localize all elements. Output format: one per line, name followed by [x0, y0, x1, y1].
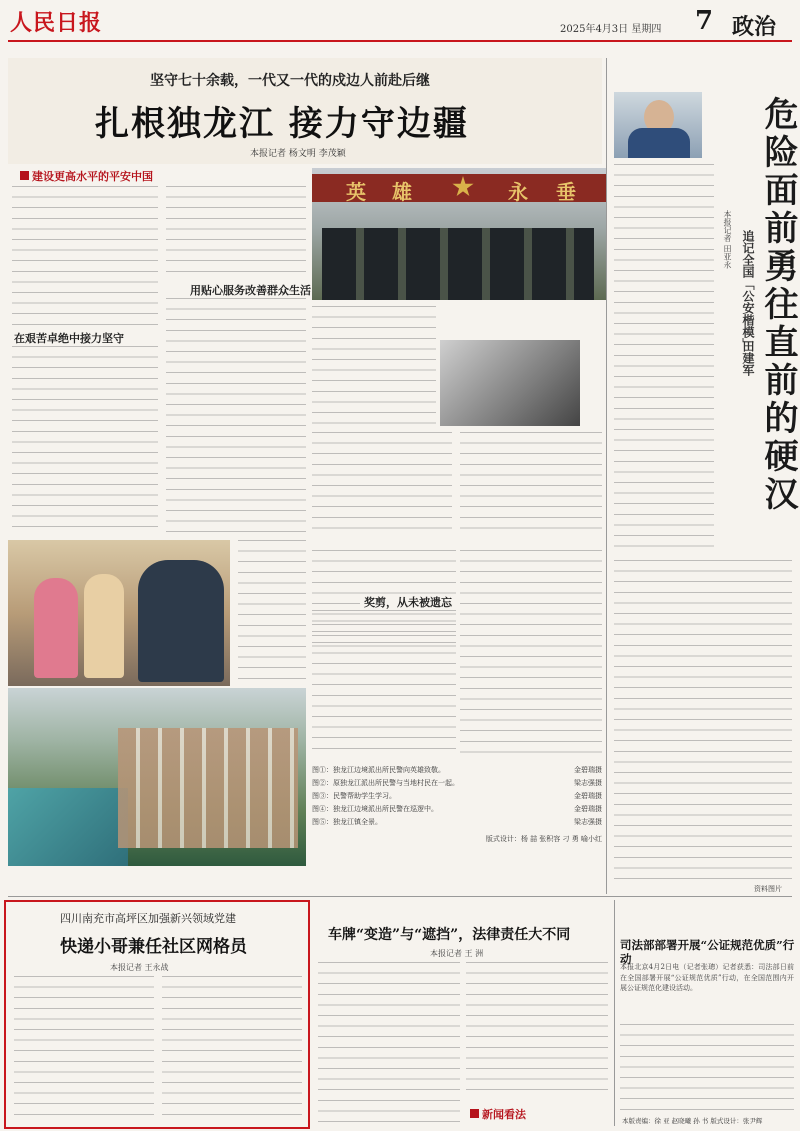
bottom-left-column-2: [162, 976, 302, 1122]
bottom-left-byline: 本报记者 王永战: [110, 963, 169, 972]
bottom-right-title: 司法部部署开展“公证规范优质”行动: [620, 938, 795, 966]
memorial-char-2: 雄: [392, 180, 412, 204]
layout-credit: 版式设计：杨 喆 张积容 刁 勇 喻小红: [485, 835, 602, 843]
bottom-right-lead: 本报北京4月2日电（记者张璁）记者获悉：司法部日前在全国部署开展“公证规范优质”行动，在全国范围内开展公证规范化建设活动。: [620, 963, 794, 993]
news-view-label: [470, 1106, 526, 1122]
lead-column-2b: [166, 298, 306, 534]
memorial-photo: [312, 168, 606, 300]
portrait-uniform: [628, 128, 690, 158]
portrait-photo: [614, 92, 702, 158]
caption-2-text: 图②：原独龙江派出所民警与当地村民在一起。: [312, 779, 459, 787]
feature-credit: 资料图片: [754, 885, 782, 893]
feature-column-2: [614, 560, 792, 882]
feature-byline: 本报记者 田亚永: [723, 210, 732, 269]
lead-column-2c: [238, 540, 306, 686]
child-figure: [34, 578, 78, 678]
memorial-char-1: 英: [346, 180, 366, 204]
lead-column-4a: [460, 432, 602, 538]
page-footer: 本版责编：徐 亚 赵晓曦 孙 书 版式设计：张尹辉: [622, 1117, 763, 1125]
caption-1: [312, 764, 602, 777]
officer-figure: [138, 560, 224, 682]
column-divider-2: [614, 900, 615, 1126]
date-line: 2025年4月3日 星期四: [560, 24, 662, 35]
caption-5-credit: 梁志强摄: [574, 818, 602, 826]
child-figure-2: [84, 574, 124, 678]
historic-photo: [440, 340, 580, 426]
lead-headline: 扎根独龙江 接力守边疆: [95, 104, 469, 144]
caption-4: [312, 803, 602, 816]
lead-heading-4: 奖剪，从未被遗忘: [360, 594, 456, 610]
lead-column-3d: [312, 610, 456, 756]
masthead-rule: [8, 40, 792, 42]
page-number: 7: [695, 6, 714, 36]
newspaper-logo: 人民日报: [10, 10, 103, 36]
news-view-label-text: 新闻看法: [482, 1108, 526, 1121]
bottom-mid-byline: 本报记者 王 洲: [430, 949, 484, 958]
feature-title: 危险面前勇往直前的硬汉: [758, 96, 798, 514]
bottom-right-column: [620, 1024, 794, 1112]
feature-name: 田建军: [741, 340, 755, 376]
column-divider: [606, 58, 607, 894]
caption-3-text: 图③：民警帮助学生学习。: [312, 792, 396, 800]
town-aerial-photo: [8, 688, 306, 866]
lead-column-3b: [312, 432, 452, 538]
memorial-char-4: 垂: [556, 180, 576, 204]
lead-column-1b: [12, 346, 158, 534]
red-square-icon-2: [470, 1109, 479, 1118]
lead-column-3a: [312, 306, 436, 424]
lead-heading-3: 用贴心服务改善群众生活: [190, 284, 311, 297]
lead-column-4b: [460, 550, 602, 756]
lead-subhead-1: [20, 168, 153, 184]
feature-series: 追记全国「公安楷模」: [741, 230, 755, 350]
caption-5: [312, 816, 602, 829]
river: [8, 788, 128, 866]
caption-4-text: 图④：独龙江边境派出所民警在巡逻中。: [312, 805, 438, 813]
feature-column-1: [614, 164, 714, 556]
masthead: [0, 0, 800, 42]
memorial-char-3: 永: [508, 180, 528, 204]
town-buildings: [118, 728, 298, 848]
caption-3: [312, 790, 602, 803]
bottom-mid-column-1: [318, 962, 460, 1122]
bottom-left-title: 快递小哥兼任社区网格员: [60, 937, 247, 957]
red-square-icon: [20, 171, 29, 180]
caption-5-text: 图⑤：独龙江镇全景。: [312, 818, 382, 826]
bottom-left-kicker: 四川南充市高坪区加强新兴领域党建: [60, 912, 236, 925]
caption-1-text: 图①：独龙江边境派出所民警向英雄致敬。: [312, 766, 445, 774]
lead-heading-2: 在艰苦卓绝中接力坚守: [14, 332, 124, 345]
caption-4-credit: 金碧瑞摄: [574, 805, 602, 813]
lead-column-2a: [166, 186, 306, 276]
caption-3-credit: 金碧瑞摄: [574, 792, 602, 800]
section-name: 政治: [732, 14, 777, 40]
lead-column-1a: [12, 186, 158, 326]
lead-kicker: 坚守七十余载，一代又一代的戍边人前赴后继: [150, 73, 430, 89]
lead-byline: 本报记者 杨文明 李茂颖: [250, 149, 346, 159]
police-officers: [322, 228, 594, 300]
bottom-left-column-1: [14, 976, 154, 1122]
caption-2-credit: 梁志强摄: [574, 779, 602, 787]
photo-captions: [312, 764, 602, 846]
lead-subhead-1-text: 建设更高水平的平安中国: [32, 170, 153, 183]
bottom-mid-column-2: [466, 962, 608, 1100]
section-rule: [8, 896, 792, 897]
bottom-mid-title: 车牌“变造”与“遮挡”，法律责任大不同: [328, 927, 571, 943]
caption-2: [312, 777, 602, 790]
children-photo: [8, 540, 230, 686]
caption-1-credit: 金碧瑞摄: [574, 766, 602, 774]
